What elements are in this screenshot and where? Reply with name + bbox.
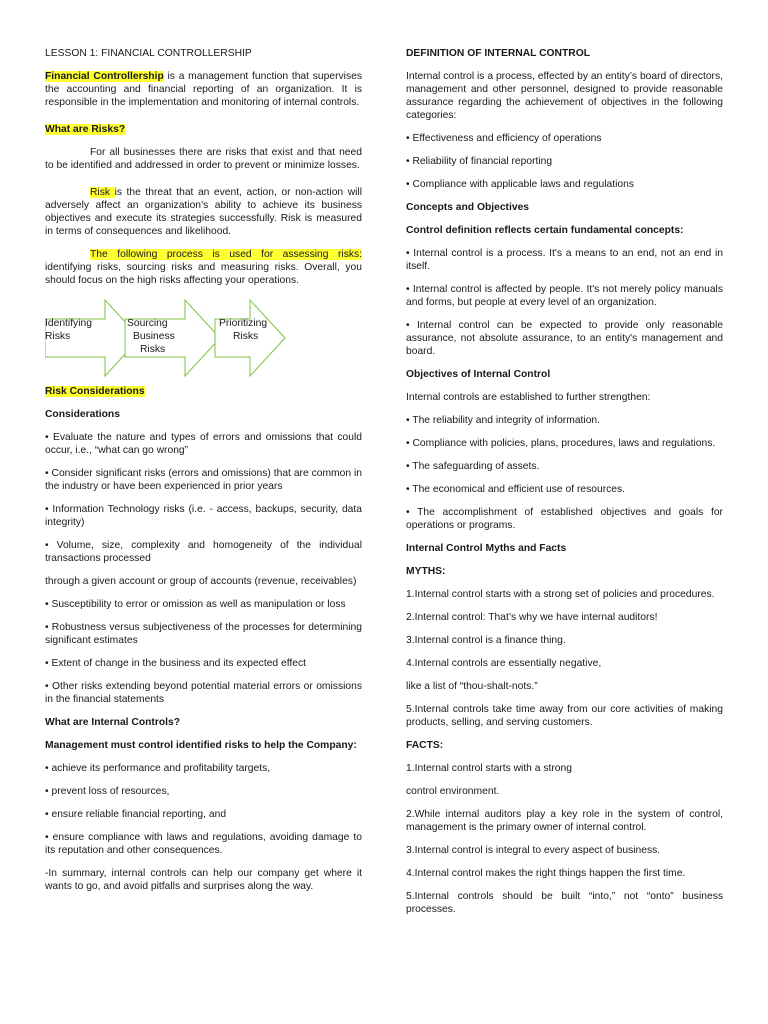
flow-step-2-line-1: Sourcing <box>127 318 168 329</box>
concept-item: • Internal control is affected by people. It's not merely policy manuals and forms, but people at every level of an organization. <box>406 284 723 308</box>
consideration-item: through a given account or group of accounts (revenue, receivables) <box>45 576 357 587</box>
process-arrows <box>45 297 365 379</box>
myth-item: 1.Internal control starts with a strong set of policies and procedures. <box>406 589 715 600</box>
flow-step-1-line-1: Identifying <box>45 318 92 329</box>
management-heading: Management must control identified risks to help the Company: <box>45 740 357 751</box>
consideration-item: • Evaluate the nature and types of errors and omissions that could occur, i.e., “what can go wrong” <box>45 432 362 456</box>
consideration-item: • Extent of change in the business and its expected effect <box>45 658 307 669</box>
fact-item: 3.Internal control is integral to every aspect of business. <box>406 845 661 856</box>
consideration-item: • Other risks extending beyond potential material errors or omissions in the financial statements <box>45 681 362 705</box>
myth-item: 4.Internal controls are essentially negative, <box>406 658 602 669</box>
consideration-item: • Robustness versus subjectiveness of the processes for determining significant estimates <box>45 622 362 646</box>
company-item: • ensure compliance with laws and regulations, avoiding damage to its reputation and other consequences. <box>45 832 362 856</box>
myth-item: like a list of “thou-shalt-nots.” <box>406 681 538 692</box>
category-item: • Reliability of financial reporting <box>406 156 553 167</box>
consideration-item: • Volume, size, complexity and homogeneity of the individual transactions processed <box>45 540 362 564</box>
objective-item: • The accomplishment of established objectives and goals for operations or programs. <box>406 507 723 531</box>
definition-heading: DEFINITION OF INTERNAL CONTROL <box>406 48 591 59</box>
risk-paragraph <box>45 186 362 238</box>
objectives-heading: Objectives of Internal Control <box>406 369 551 380</box>
consideration-item: • Information Technology risks (i.e. - access, backups, security, data integrity) <box>45 504 362 528</box>
fact-item: 2.While internal auditors play a key role in the system of control, management is the primary owner of internal control. <box>406 809 723 833</box>
risk-process-flow <box>45 297 362 379</box>
internal-controls-heading: What are Internal Controls? <box>45 717 181 728</box>
category-item: • Compliance with applicable laws and regulations <box>406 179 634 190</box>
objective-item: • The economical and efficient use of resources. <box>406 484 626 495</box>
myths-facts-heading: Internal Control Myths and Facts <box>406 543 567 554</box>
concept-item: • Internal control is a process. It's a means to an end, not an end in itself. <box>406 248 723 272</box>
myths-heading: MYTHS: <box>406 566 446 577</box>
flow-step-3-line-2: Risks <box>233 331 259 342</box>
risks-paragraph-1: For all businesses there are risks that exist and that need to be identified and addressed in order to prevent or minimize losses. <box>45 147 362 171</box>
fc-text: is a management function that supervises the accounting and financial reporting of an organization. It is responsible in the implementation and monitoring of internal controls. <box>45 71 362 108</box>
risk-text: is the threat that an event, action, or non-action will adversely affect an organization’s ability to achieve its business objectives and execute its strategies successfully. Risk is measured in terms of consequences and likelihood. <box>45 187 362 237</box>
risks-heading: What are Risks? <box>45 124 126 135</box>
company-item: • prevent loss of resources, <box>45 786 170 797</box>
flow-step-3-line-1: Prioritizing <box>219 318 268 329</box>
category-item: • Effectiveness and efficiency of operations <box>406 133 602 144</box>
fact-item: 4.Internal control makes the right things happen the first time. <box>406 868 686 879</box>
fact-item: control environment. <box>406 786 500 797</box>
company-item: • achieve its performance and profitability targets, <box>45 763 271 774</box>
risk-term: Risk <box>90 187 115 198</box>
lesson-title: LESSON 1: FINANCIAL CONTROLLERSHIP <box>45 48 252 59</box>
considerations-heading: Considerations <box>45 409 120 420</box>
myth-item: 3.Internal control is a finance thing. <box>406 635 566 646</box>
left-column <box>45 47 362 903</box>
flow-step-2-line-2: Business <box>133 331 175 342</box>
process-text: identifying risks, sourcing risks and measuring risks. Overall, you should focus on the high risks affecting your operations. <box>45 262 362 286</box>
risk-considerations-heading: Risk Considerations <box>45 386 145 397</box>
process-highlight: The following process is used for assessing risks: <box>90 249 362 260</box>
fact-item: 1.Internal control starts with a strong <box>406 763 572 774</box>
consideration-item: • Consider significant risks (errors and omissions) that are common in the industry or have been experienced in prior years <box>45 468 362 492</box>
flow-step-1-line-2: Risks <box>45 331 71 342</box>
definition-paragraph: Internal control is a process, effected by an entity’s board of directors, management and other personnel, designed to provide reasonable assurance regarding the achievement of objectives in the following categories: <box>406 71 723 121</box>
facts-heading: FACTS: <box>406 740 444 751</box>
concept-item: • Internal control can be expected to provide only reasonable assurance, not absolute assurance, to an entity's management and board. <box>406 320 723 357</box>
myth-item: 5.Internal controls take time away from our core activities of making products, selling, and serving customers. <box>406 704 723 728</box>
consideration-item: • Susceptibility to error or omission as well as manipulation or loss <box>45 599 346 610</box>
fact-item: 5.Internal controls should be built “into,” not “onto” business processes. <box>406 891 723 915</box>
control-definition-heading: Control definition reflects certain fundamental concepts: <box>406 225 684 236</box>
myth-item: 2.Internal control: That’s why we have internal auditors! <box>406 612 658 623</box>
summary-paragraph: -In summary, internal controls can help our company get where it wants to go, and avoid pitfalls and surprises along the way. <box>45 868 362 892</box>
objective-item: • The safeguarding of assets. <box>406 461 540 472</box>
fc-term: Financial Controllership <box>45 71 164 82</box>
company-item: • ensure reliable financial reporting, and <box>45 809 227 820</box>
concepts-heading: Concepts and Objectives <box>406 202 530 213</box>
objectives-intro: Internal controls are established to further strengthen: <box>406 392 651 403</box>
flow-step-2-line-3: Risks <box>140 344 166 355</box>
fc-paragraph <box>45 70 362 109</box>
objective-item: • The reliability and integrity of information. <box>406 415 601 426</box>
process-paragraph <box>45 248 362 287</box>
right-column <box>406 47 723 926</box>
objective-item: • Compliance with policies, plans, procedures, laws and regulations. <box>406 438 716 449</box>
